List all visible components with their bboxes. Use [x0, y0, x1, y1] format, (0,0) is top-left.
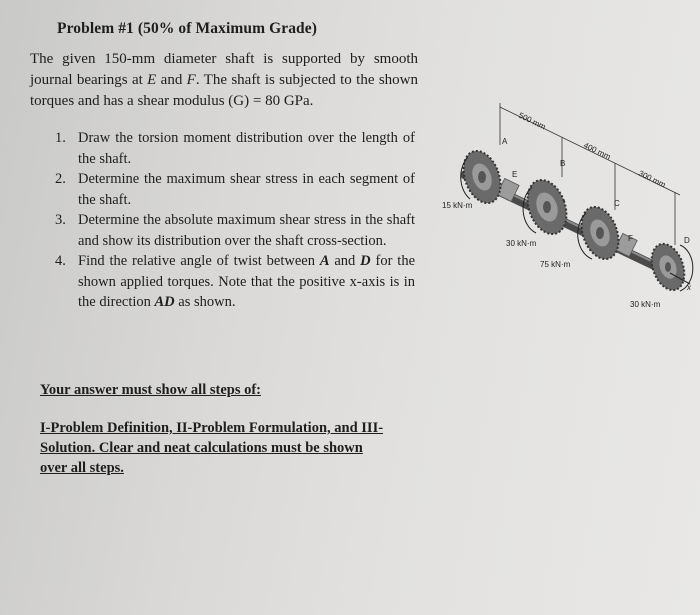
- torque-75-label: 75 kN·m: [540, 260, 571, 269]
- answer-line-2: Solution. Clear and neat calculations must be shown: [40, 440, 363, 456]
- intro-point-e: E: [147, 72, 157, 88]
- task-number: 3.: [55, 212, 66, 228]
- task-direction-ad: AD: [154, 294, 175, 310]
- task-point-d: D: [360, 253, 371, 269]
- task-text-part: as shown.: [174, 294, 236, 310]
- dim-500-label: 500 mm: [517, 110, 548, 132]
- task-number: 1.: [55, 130, 66, 146]
- x-axis-label: x: [687, 283, 691, 292]
- task-number: 4.: [55, 253, 66, 269]
- task-number: 2.: [55, 171, 66, 187]
- answer-line-3: over all steps.: [40, 460, 124, 476]
- torque-30-label: 30 kN·m: [506, 239, 537, 248]
- point-a-label: A: [502, 137, 508, 146]
- answer-line-1: I-Problem Definition, II-Problem Formulation, and III-: [40, 420, 384, 436]
- task-item: [55, 128, 415, 169]
- shaft-figure: [440, 95, 700, 325]
- intro-point-f: F: [186, 72, 196, 88]
- intro-and: and: [156, 72, 187, 88]
- task-text-part: and: [329, 253, 361, 269]
- task-text: Draw the torsion moment distribution over the length of the shaft.: [78, 130, 415, 167]
- point-e-label: E: [512, 170, 518, 179]
- point-b-label: B: [560, 159, 566, 168]
- task-text: [78, 253, 415, 310]
- task-text: Determine the maximum shear stress in each segment of the shaft.: [78, 171, 415, 208]
- intro-text-2: . The shaft is subjected to the shown torques and has a shear modulus (G) = 80 GPa.: [30, 72, 418, 109]
- task-text-part: Find the relative angle of twist between: [78, 253, 320, 269]
- task-item: [55, 251, 415, 313]
- problem-statement: [30, 49, 418, 112]
- torque-15-label: 15 kN·m: [442, 201, 473, 210]
- answer-heading: Your answer must show all steps of:: [40, 382, 262, 398]
- task-item: [55, 210, 415, 251]
- answer-requirements: [40, 380, 410, 478]
- dim-300-label: 300 mm: [637, 168, 668, 190]
- point-c-label: C: [614, 199, 620, 208]
- intro-text-1: The given 150-mm diameter shaft is supported by smooth journal bearings at: [30, 51, 418, 88]
- point-d-label: D: [684, 236, 690, 245]
- task-item: [55, 169, 415, 210]
- task-list: [55, 128, 415, 313]
- problem-title: Problem #1 (50% of Maximum Grade): [57, 20, 318, 37]
- task-text-part: for the shown applied torques. Note that the positive x-axis is in the direction: [78, 253, 416, 310]
- point-f-label: F: [628, 234, 633, 243]
- task-point-a: A: [319, 253, 330, 269]
- dim-400-label: 400 mm: [582, 140, 613, 162]
- torque-30-d-label: 30 kN·m: [630, 300, 661, 309]
- gear-b: [521, 175, 574, 240]
- task-text: Determine the absolute maximum shear stress in the shaft and show its distribution over the shaft cross-section.: [78, 212, 415, 249]
